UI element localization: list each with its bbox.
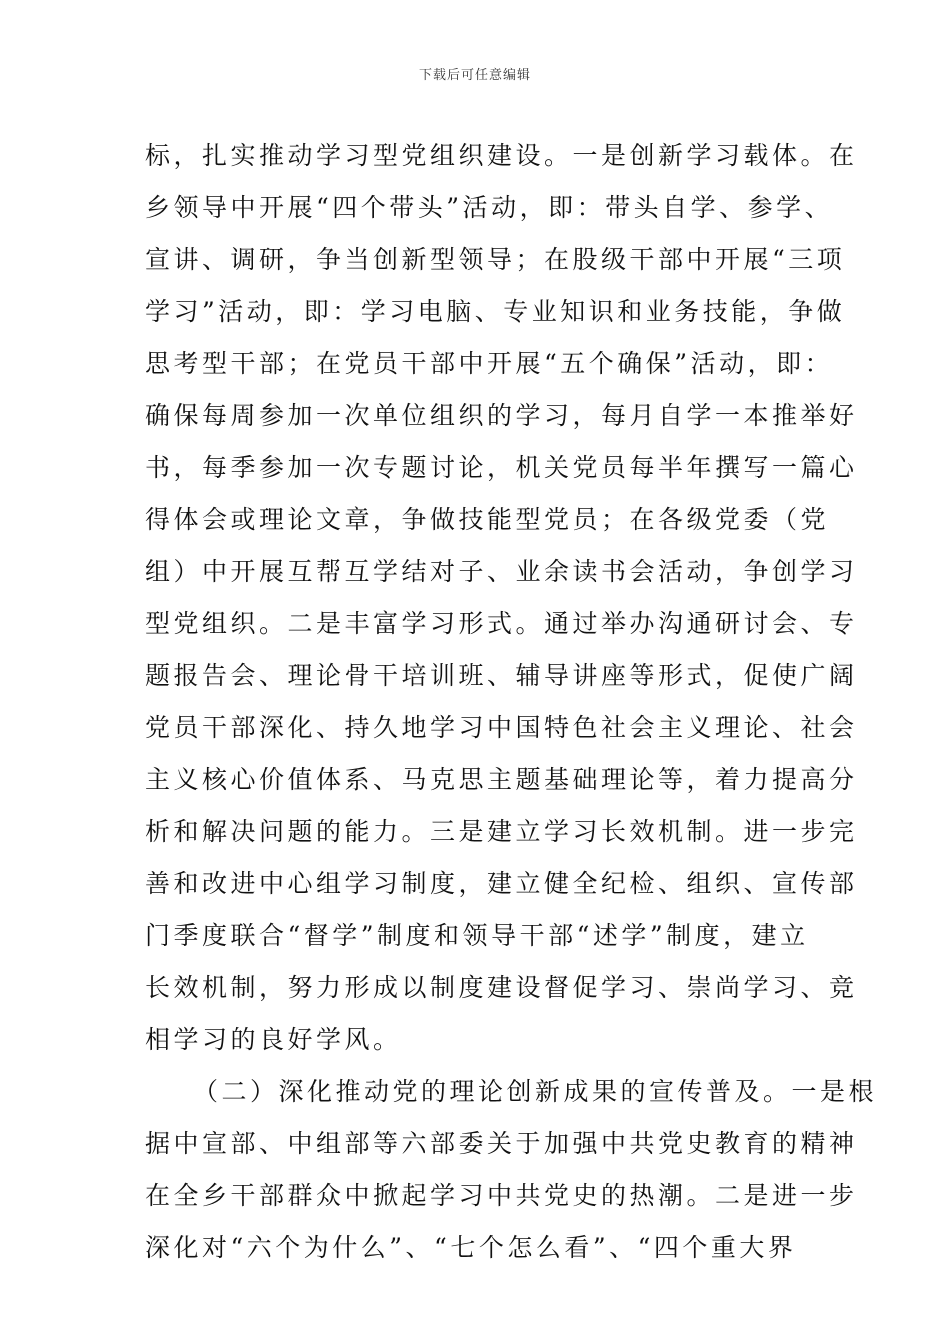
text-line: 主义核心价值体系、马克思主题基础理论等，着力提高分 xyxy=(145,765,858,794)
text-line: 党员干部深化、持久地学习中国特色社会主义理论、社会 xyxy=(145,713,858,742)
text-line: 思考型干部；在党员干部中开展“五个确保”活动，即： xyxy=(145,349,834,378)
text-line: 门季度联合“督学”制度和领导干部“述学”制度，建立 xyxy=(145,921,809,950)
text-line: 析和解决问题的能力。三是建立学习长效机制。进一步完 xyxy=(145,817,858,846)
text-line: 学习”活动，即：学习电脑、专业知识和业务技能，争做 xyxy=(145,297,846,326)
text-line: 乡领导中开展“四个带头”活动，即：带头自学、参学、 xyxy=(145,193,834,222)
text-line: 深化对“六个为什么”、“七个怎么看”、“四个重大界 xyxy=(145,1233,797,1262)
text-line: 长效机制，努力形成以制度建设督促学习、崇尚学习、竞 xyxy=(145,973,858,1002)
text-line: 确保每周参加一次单位组织的学习，每月自学一本推举好 xyxy=(145,401,858,430)
download-note: 下载后可任意编辑 xyxy=(418,68,531,83)
text-line: 标，扎实推动学习型党组织建设。一是创新学习载体。在 xyxy=(145,141,858,170)
text-line: 相学习的良好学风。 xyxy=(145,1025,402,1054)
text-line: 组）中开展互帮互学结对子、业余读书会活动，争创学习 xyxy=(145,557,858,586)
text-line: 题报告会、理论骨干培训班、辅导讲座等形式，促使广阔 xyxy=(145,661,858,690)
text-line: 善和改进中心组学习制度，建立健全纪检、组织、宣传部 xyxy=(145,869,858,898)
document-body xyxy=(145,130,878,1274)
text-line: 宣讲、调研，争当创新型领导；在股级干部中开展“三项 xyxy=(145,245,846,274)
section-heading-line: （二）深化推动党的理论创新成果的宣传普及。一是根 xyxy=(193,1077,878,1106)
text-line: 在全乡干部群众中掀起学习中共党史的热潮。二是进一步 xyxy=(145,1181,858,1210)
text-line: 型党组织。二是丰富学习形式。通过举办沟通研讨会、专 xyxy=(145,609,858,638)
text-line: 书，每季参加一次专题讨论，机关党员每半年撰写一篇心 xyxy=(145,453,858,482)
text-line: 据中宣部、中组部等六部委关于加强中共党史教育的精神 xyxy=(145,1129,858,1158)
text-line: 得体会或理论文章，争做技能型党员；在各级党委（党 xyxy=(145,505,830,534)
